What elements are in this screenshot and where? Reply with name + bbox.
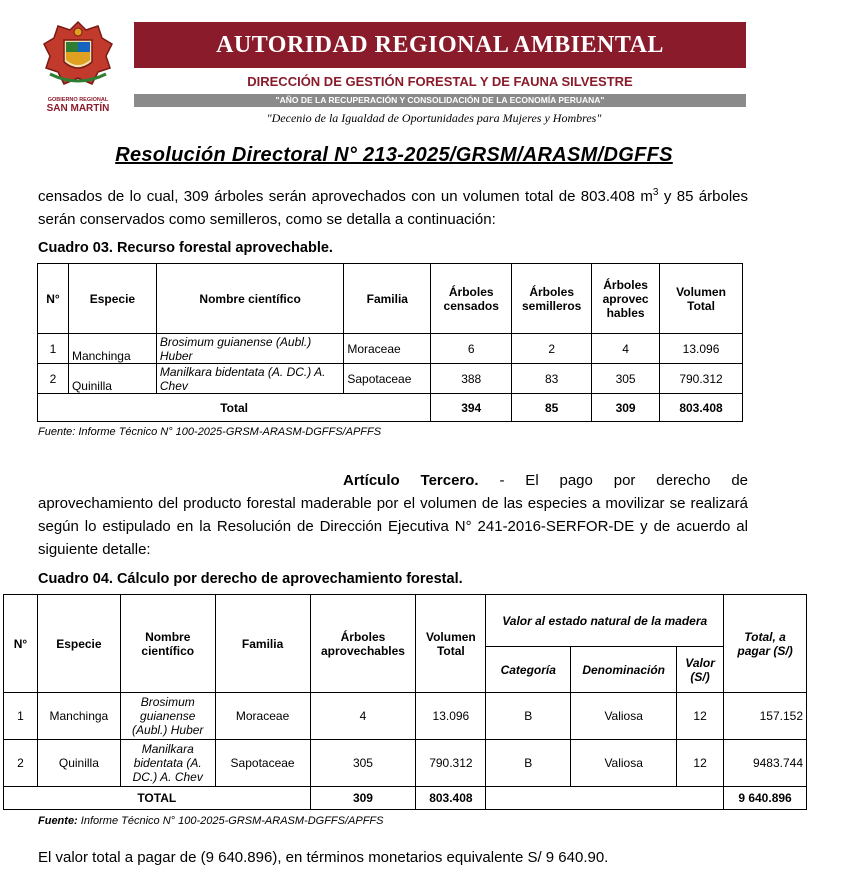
article-text: - El pago por derecho de aprovechamiento del producto forestal maderable por el volumen de las especies a movilizar se realizará según lo estipulado en la Resolución de Dirección Ejecutiva N° 241-2016-SERFOR-DE y de acuerdo al siguiente detalle: [38, 472, 748, 558]
year-motto-bar: "AÑO DE LA RECUPERACIÓN Y CONSOLIDACIÓN DE LA ECONOMÍA PERUANA" [134, 94, 746, 107]
total-censados: 394 [431, 394, 512, 422]
cell-semilleros: 2 [512, 334, 592, 364]
cell-especie: Quinilla [68, 364, 156, 394]
header-familia: Familia [215, 595, 310, 693]
logo-caption-bottom: SAN MARTÍN [46, 103, 110, 114]
table-header-row [38, 264, 743, 334]
header-familia: Familia [344, 264, 431, 334]
cell-n: 2 [38, 364, 69, 394]
cell-volumen: 13.096 [416, 693, 486, 740]
header-valor-group: Valor al estado natural de la madera [486, 595, 724, 647]
header-semilleros: Árboles semilleros [512, 264, 592, 334]
table-total-row [4, 787, 807, 810]
cell-denominacion: Valiosa [571, 740, 677, 787]
cell-denominacion: Valiosa [571, 693, 677, 740]
cell-cientifico: Brosimum guianense (Aubl.) Huber [120, 693, 215, 740]
cell-volumen: 790.312 [416, 740, 486, 787]
table-total-row [38, 394, 743, 422]
header-n: N° [4, 595, 38, 693]
cell-familia: Moraceae [344, 334, 431, 364]
cell-volumen: 790.312 [660, 364, 743, 394]
header-volumen: Volumen Total [660, 264, 743, 334]
cell-especie: Manchinga [37, 693, 120, 740]
header-nombre-cientifico: Nombre científico [120, 595, 215, 693]
total-label: TOTAL [4, 787, 311, 810]
header-valor: Valor (S/) [677, 647, 724, 693]
total-semilleros: 85 [512, 394, 592, 422]
cell-cientifico: Manilkara bidentata (A. DC.) A. Chev [120, 740, 215, 787]
header-aprovechables: Árboles aprovechables [310, 595, 416, 693]
table-row [38, 364, 743, 394]
cell-aprovechables: 305 [592, 364, 660, 394]
table-header-row [4, 595, 807, 647]
cell-censados: 6 [431, 334, 512, 364]
cell-aprovechables: 4 [310, 693, 416, 740]
intro-text-a: censados de lo cual, 309 árboles serán aprovechados con un volumen total de 803.408 m [38, 188, 653, 205]
intro-paragraph [38, 181, 748, 231]
cell-especie: Manchinga [68, 334, 156, 364]
intro-text-b: y 85 árboles serán conservados como semilleros, como se detalla a continuación: [38, 188, 748, 228]
regional-government-logo [40, 18, 116, 114]
total-volumen: 803.408 [416, 787, 486, 810]
cuadro3-source: Fuente: Informe Técnico N° 100-2025-GRSM-ARASM-DGFFS/APFFS [38, 426, 382, 438]
cell-n: 1 [4, 693, 38, 740]
header-especie: Especie [37, 595, 120, 693]
cell-cientifico: Manilkara bidentata (A. DC.) A. Chev [156, 364, 343, 394]
header-total-pagar: Total, a pagar (S/) [724, 595, 807, 693]
cell-total: 9483.744 [724, 740, 807, 787]
cell-familia: Sapotaceae [344, 364, 431, 394]
total-aprovechables: 309 [592, 394, 660, 422]
cell-total: 157.152 [724, 693, 807, 740]
cuadro3-table [37, 263, 743, 422]
decade-motto: "Decenio de la Igualdad de Oportunidades para Mujeres y Hombres" [266, 111, 602, 125]
total-label: Total [38, 394, 431, 422]
header-censados: Árboles censados [431, 264, 512, 334]
authority-banner: AUTORIDAD REGIONAL AMBIENTAL [134, 22, 746, 68]
resolution-title: Resolución Directoral N° 213-2025/GRSM/ARASM/DGFFS [115, 144, 673, 166]
cell-volumen: 13.096 [660, 334, 743, 364]
total-aprovechables: 309 [310, 787, 416, 810]
total-empty-cell [486, 787, 724, 810]
header-volumen: Volumen Total [416, 595, 486, 693]
cell-categoria: B [486, 693, 571, 740]
cell-especie: Quinilla [37, 740, 120, 787]
source-label: Fuente: [38, 815, 78, 827]
cell-aprovechables: 4 [592, 334, 660, 364]
cell-familia: Sapotaceae [215, 740, 310, 787]
table-row [4, 740, 807, 787]
cell-cientifico: Brosimum guianense (Aubl.) Huber [156, 334, 343, 364]
table-row [38, 334, 743, 364]
header-denominacion: Denominación [571, 647, 677, 693]
table-row [4, 693, 807, 740]
cell-aprovechables: 305 [310, 740, 416, 787]
cuadro3-title: Cuadro 03. Recurso forestal aprovechable. [38, 240, 333, 256]
directorate-title: DIRECCIÓN DE GESTIÓN FORESTAL Y DE FAUNA SILVESTRE [247, 74, 633, 89]
article-three-paragraph [38, 469, 748, 561]
cell-familia: Moraceae [215, 693, 310, 740]
source-text: Informe Técnico N° 100-2025-GRSM-ARASM-DGFFS/APFFS [77, 815, 384, 827]
header-nombre-cientifico: Nombre científico [156, 264, 343, 334]
coat-of-arms-icon [40, 18, 116, 90]
header-categoria: Categoría [486, 647, 571, 693]
cuadro4-source [38, 815, 383, 827]
cuadro4-title: Cuadro 04. Cálculo por derecho de aprovechamiento forestal. [38, 571, 463, 587]
cell-semilleros: 83 [512, 364, 592, 394]
cell-categoria: B [486, 740, 571, 787]
cell-valor: 12 [677, 740, 724, 787]
cell-censados: 388 [431, 364, 512, 394]
cubic-superscript: 3 [652, 187, 659, 198]
header-aprovechables: Árboles aprovec hables [592, 264, 660, 334]
total-volumen: 803.408 [660, 394, 743, 422]
logo-caption-top: GOBIERNO REGIONAL [47, 97, 109, 103]
header-n: N° [38, 264, 69, 334]
cell-n: 2 [4, 740, 38, 787]
final-statement: El valor total a pagar de (9 640.896), en términos monetarios equivalente S/ 9 640.90. [38, 849, 609, 866]
cuadro4-table [3, 594, 807, 810]
cell-n: 1 [38, 334, 69, 364]
header-especie: Especie [68, 264, 156, 334]
article-label: Artículo Tercero. [343, 472, 479, 489]
total-pagar: 9 640.896 [724, 787, 807, 810]
cell-valor: 12 [677, 693, 724, 740]
